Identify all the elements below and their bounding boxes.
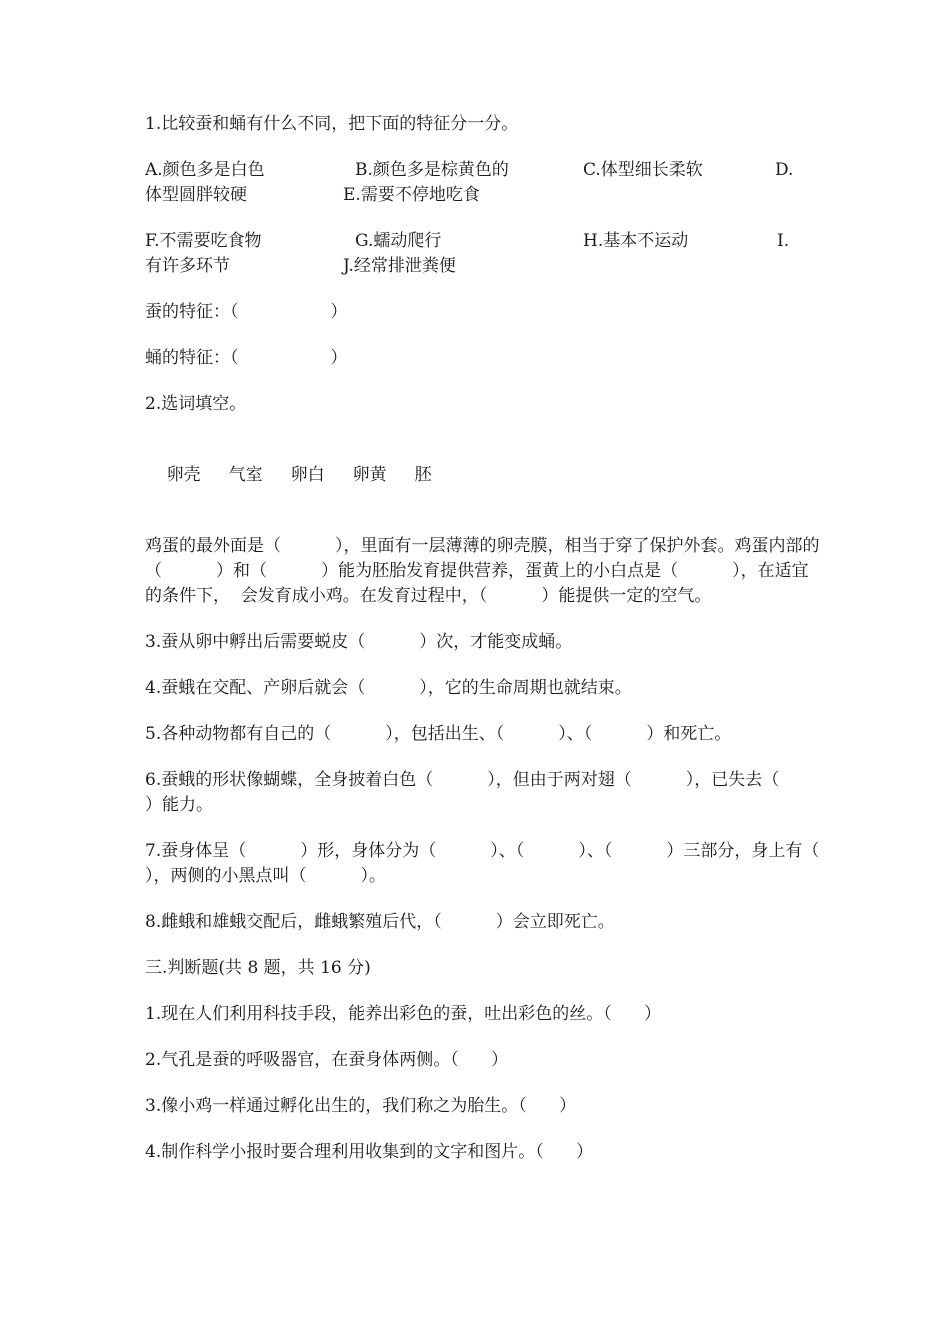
silkworm-features-blank: 蚕的特征：（ ） (145, 302, 348, 322)
q2-passage: 鸡蛋的最外面是（ ），里面有一层薄薄的卵壳膜，相当于穿了保护外套。鸡蛋内部的（ ）和（ ）能为胚胎发育提供营养，蛋黄上的小白点是（ ），在适宜的条件下， 会发育成小鸡。在发育过程中，（ ）能提供一定的空气。 (145, 536, 820, 606)
judgment-item-4: 4.制作科学小报时要合理利用收集到的文字和图片。（ ） (145, 1142, 594, 1162)
judgment-item-2: 2.气孔是蚕的呼吸器官，在蚕身体两侧。（ ） (145, 1050, 509, 1070)
q5-text: 5.各种动物都有自己的（ ），包括出生、（ ）、（ ）和死亡。 (145, 724, 732, 744)
q4-text: 4.蚕蛾在交配、产卵后就会（ ），它的生命周期也就结束。 (145, 678, 632, 698)
word-bank-item: 卵白 (290, 465, 325, 485)
option-i-text: 有许多环节 (145, 256, 230, 276)
word-bank-item: 气室 (228, 465, 263, 485)
q1-title: 1.比较蚕和蛹有什么不同，把下面的特征分一分。 (145, 114, 519, 134)
option-d: D. (775, 160, 794, 180)
option-c: C.体型细长柔软 (583, 160, 703, 180)
q2-title: 2.选词填空。 (145, 394, 247, 414)
judgment-item-1: 1.现在人们利用科技手段，能养出彩色的蚕，吐出彩色的丝。（ ） (145, 1004, 662, 1024)
q1-options-row2 (145, 229, 825, 279)
option-e: E.需要不停地吃食 (343, 185, 480, 205)
q1-options-row1 (145, 158, 825, 208)
judgment-item-3: 3.像小鸡一样通过孵化出生的，我们称之为胎生。（ ） (145, 1096, 577, 1116)
word-bank-item: 卵黄 (352, 465, 387, 485)
option-a: A.颜色多是白色 (145, 160, 265, 180)
option-h: H.基本不运动 (583, 231, 689, 251)
worksheet-page (145, 112, 874, 1186)
pupa-features-blank: 蛹的特征：（ ） (145, 348, 348, 368)
option-i: I. (777, 231, 790, 251)
q2-word-bank (145, 438, 825, 513)
option-j: J.经常排泄粪便 (343, 256, 456, 276)
word-bank-item: 胚 (414, 465, 432, 485)
option-b: B.颜色多是棕黄色的 (355, 160, 509, 180)
q3-text: 3.蚕从卵中孵出后需要蜕皮（ ）次，才能变成蛹。 (145, 632, 573, 652)
q7-text: 7.蚕身体呈（ ）形，身体分为（ ）、（ ）、（ ）三部分，身上有（ ），两侧的小黑点叫（ ）。 (145, 841, 874, 886)
option-d-text: 体型圆胖较硬 (145, 185, 247, 205)
word-bank-item: 卵壳 (166, 465, 201, 485)
section-3-title: 三.判断题(共 8 题，共 16 分) (145, 958, 371, 978)
option-f: F.不需要吃食物 (145, 231, 262, 251)
q6-text: 6.蚕蛾的形状像蝴蝶，全身披着白色（ ），但由于两对翅（ ），已失去（ ）能力。 (145, 770, 834, 815)
option-g: G.蠕动爬行 (355, 231, 442, 251)
q8-text: 8.雌蛾和雄蛾交配后，雌蛾繁殖后代，（ ）会立即死亡。 (145, 912, 615, 932)
